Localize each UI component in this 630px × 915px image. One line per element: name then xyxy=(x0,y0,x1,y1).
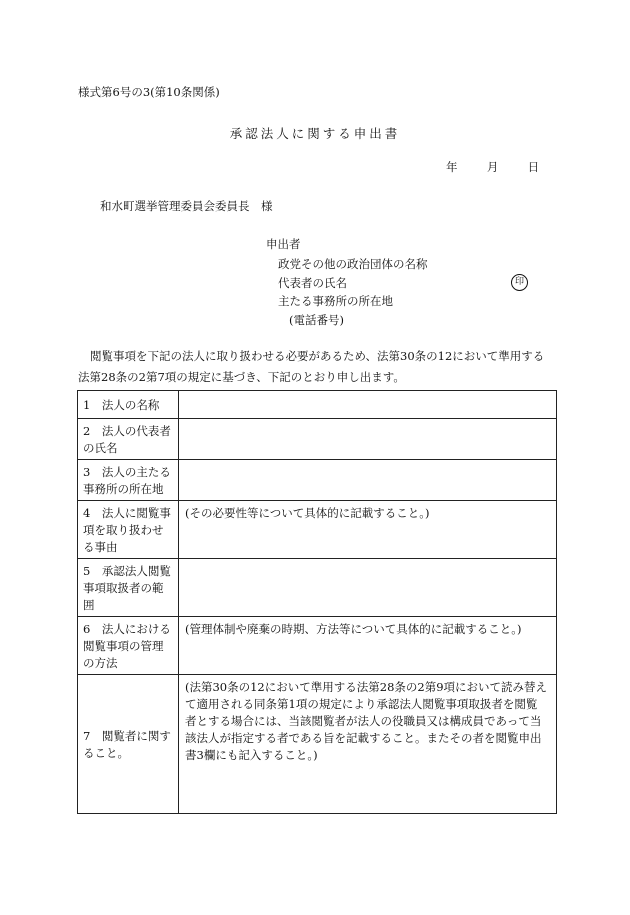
row-input-area[interactable] xyxy=(179,419,557,460)
label-line: 事項取扱者の範 xyxy=(83,581,164,595)
row-note: 該法人が指定する者である旨を記載すること。またその者を閲覧申出 xyxy=(185,731,542,745)
label-line: 項を取り扱わせ xyxy=(83,523,164,537)
row-label xyxy=(78,559,179,617)
row-label xyxy=(78,419,179,460)
body-text xyxy=(78,346,558,388)
applicant-office: 主たる事務所の所在地 xyxy=(278,294,393,308)
form-number: 様式第6号の3(第10条関係) xyxy=(78,85,220,99)
table-row xyxy=(78,559,557,617)
row-note: 者とする場合には、当該閲覧者が法人の役職員又は構成員であって当 xyxy=(185,714,542,728)
row-note: て適用される同条第1項の規定により承認法人閲覧事項取扱者を閲覧 xyxy=(185,697,538,711)
date-month: 月 xyxy=(486,160,499,174)
label-line: 5 承認法人閲覧 xyxy=(83,564,171,578)
row-input-area[interactable] xyxy=(179,675,557,814)
label-line: 2 法人の代表者 xyxy=(83,424,171,438)
row-input-area[interactable] xyxy=(179,460,557,501)
label-line: 1 法人の名称 xyxy=(83,398,160,412)
row-note: (管理体制や廃棄の時期、方法等について具体的に記載すること。) xyxy=(185,622,522,636)
applicant-representative: 代表者の氏名 xyxy=(278,276,347,290)
row-note: 書3欄にも記入すること。) xyxy=(185,748,318,762)
label-line: 7 閲覧者に関す xyxy=(83,729,171,743)
row-input-area[interactable] xyxy=(179,391,557,419)
seal-mark: 印 xyxy=(511,274,528,291)
label-line: の氏名 xyxy=(83,441,118,455)
applicant-heading: 申出者 xyxy=(266,237,301,251)
table-row xyxy=(78,617,557,675)
table-row xyxy=(78,419,557,460)
label-line: 囲 xyxy=(83,598,95,612)
label-line: る事由 xyxy=(83,540,118,554)
document-title: 承認法人に関する申出書 xyxy=(229,126,401,141)
label-line: ること。 xyxy=(83,746,129,760)
body-line: 法第28条の2第7項の規定に基づき、下記のとおり申し出ます。 xyxy=(78,370,405,384)
label-line: 閲覧事項の管理 xyxy=(83,639,164,653)
row-label xyxy=(78,460,179,501)
label-line: 4 法人に閲覧事 xyxy=(83,506,171,520)
row-input-area[interactable] xyxy=(179,559,557,617)
date-day: 日 xyxy=(527,160,540,174)
label-line: 3 法人の主たる xyxy=(83,465,171,479)
body-line: 閲覧事項を下記の法人に取り扱わせる必要があるため、法第30条の12において準用する xyxy=(90,349,545,363)
applicant-phone: (電話番号) xyxy=(289,313,344,327)
label-line: 事務所の所在地 xyxy=(83,482,164,496)
row-label xyxy=(78,501,179,559)
table-row xyxy=(78,391,557,419)
row-label xyxy=(78,675,179,814)
table-row xyxy=(78,460,557,501)
table-row xyxy=(78,675,557,814)
row-label xyxy=(78,617,179,675)
table-row xyxy=(78,501,557,559)
row-note: (その必要性等について具体的に記載すること。) xyxy=(185,506,430,520)
date-line xyxy=(446,159,539,175)
application-table xyxy=(77,390,557,814)
applicant-party-name: 政党その他の政治団体の名称 xyxy=(278,257,428,271)
row-label xyxy=(78,391,179,419)
label-line: の方法 xyxy=(83,656,118,670)
addressee: 和水町選挙管理委員会委員長 様 xyxy=(100,199,273,213)
row-input-area[interactable] xyxy=(179,501,557,559)
row-input-area[interactable] xyxy=(179,617,557,675)
row-note: (法第30条の12において準用する法第28条の2第9項において読み替え xyxy=(185,680,548,694)
date-year: 年 xyxy=(446,160,458,174)
label-line: 6 法人における xyxy=(83,622,171,636)
